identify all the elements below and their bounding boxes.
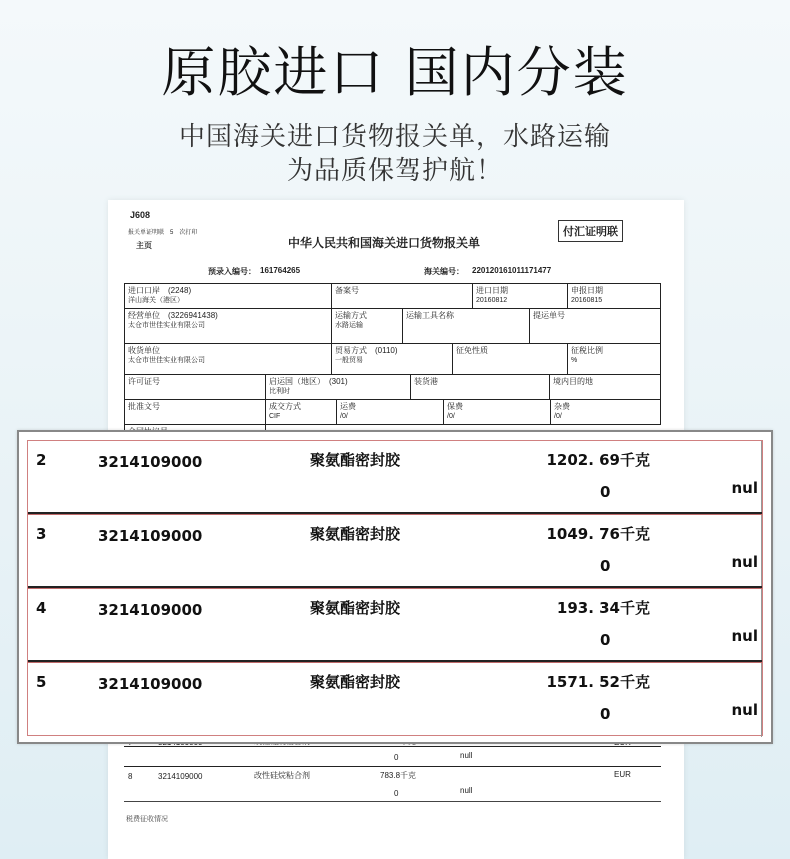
zoom-row-name: 聚氨酯密封胶	[310, 451, 401, 469]
zoom-row-qty: 1571. 52千克	[546, 673, 650, 691]
zoom-row-qty: 193. 34千克	[556, 599, 650, 617]
field-transport: 运输方式 水路运输	[331, 308, 403, 344]
field-trade: 贸易方式 (0110) 一般贸易	[331, 343, 453, 375]
field-loading-port: 装货港	[410, 374, 550, 400]
field-exempt: 征免性质	[452, 343, 568, 375]
field-vehicle: 运输工具名称	[402, 308, 530, 344]
item-8-qty: 783.8千克	[380, 771, 417, 780]
customs-number: 220120161011171477	[472, 266, 552, 275]
field-license: 许可证号	[124, 374, 266, 400]
zoom-row	[28, 515, 762, 589]
headline: 原胶进口 国内分装	[161, 41, 629, 104]
preentry-number: 161764265	[260, 266, 301, 275]
zoom-row-code: 3214109000	[98, 527, 203, 545]
zoom-row-zero: 0	[600, 705, 611, 723]
preentry-label: 预录入编号：	[208, 267, 256, 276]
zoom-row-name: 聚氨酯密封胶	[310, 599, 401, 617]
field-record: 备案号	[331, 283, 473, 309]
row-divider	[28, 660, 762, 662]
field-import-port: 进口口岸 (2248) 洋山海关（港区）	[124, 283, 332, 309]
zoom-row-zero: 0	[600, 557, 611, 575]
field-origin: 启运国（地区） (301) 比利时	[265, 374, 411, 400]
zoom-row	[28, 663, 762, 737]
zoom-row-number: 3	[36, 525, 47, 543]
zoom-row-null: nul	[731, 553, 758, 571]
field-consignee: 收货单位 太仓市世佳实业有限公司	[124, 343, 332, 375]
zoom-row-code: 3214109000	[98, 675, 203, 693]
field-import-date: 进口日期 20160812	[472, 283, 568, 309]
row-edge	[761, 589, 762, 662]
field-insurance: 保费 /0/	[443, 399, 551, 425]
item-8-currency: EUR	[614, 770, 631, 779]
document-code: J608	[130, 210, 151, 220]
zoom-row-number: 2	[36, 451, 47, 469]
row-divider	[124, 766, 661, 767]
item-8-code: 3214109000	[158, 772, 203, 781]
zoom-row-null: nul	[731, 627, 758, 645]
zoomed-items-panel	[17, 430, 773, 744]
zoomed-items-frame	[27, 440, 763, 736]
customs-label: 海关编号：	[424, 267, 464, 276]
field-terms: 成交方式 CIF	[265, 399, 337, 425]
zoom-row-zero: 0	[600, 631, 611, 649]
subtitle-line-2: 为品质保驾护航！	[286, 156, 503, 186]
item-8-name: 改性硅烷粘合剂	[254, 771, 310, 780]
zoom-row-name: 聚氨酯密封胶	[310, 525, 401, 543]
zoom-row-null: nul	[731, 701, 758, 719]
tax-collection-note: 税费征收情况	[126, 816, 168, 823]
field-destination: 境内目的地	[549, 374, 661, 400]
field-declare-date: 申报日期 20160815	[567, 283, 661, 309]
item-8-number: 8	[128, 772, 133, 781]
document-title: 中华人民共和国海关进口货物报关单	[288, 236, 481, 250]
field-approval: 批准文号	[124, 399, 266, 425]
zoom-row-qty: 1049. 76千克	[546, 525, 650, 543]
item-8-zero: 0	[394, 789, 399, 798]
certificate-stamp: 付汇证明联	[558, 220, 623, 242]
document-home: 主页	[136, 241, 152, 250]
zoom-row	[28, 589, 762, 663]
field-misc: 杂费 /0/	[550, 399, 661, 425]
zoom-row	[28, 441, 762, 515]
zoom-row-name: 聚氨酯密封胶	[310, 673, 401, 691]
subtitle-line-1: 中国海关进口货物报关单，水路运输	[178, 122, 611, 152]
zoom-row-zero: 0	[600, 483, 611, 501]
zoom-row-code: 3214109000	[98, 453, 203, 471]
row-edge	[761, 441, 762, 514]
field-operator: 经营单位 (3226941438) 太仓市世佳实业有限公司	[124, 308, 332, 344]
item-7-zero: 0	[394, 753, 399, 762]
zoom-row-qty: 1202. 69千克	[546, 451, 650, 469]
zoom-row-null: nul	[731, 479, 758, 497]
field-freight: 运费 /0/	[336, 399, 444, 425]
row-edge	[761, 663, 762, 737]
document-print-note: 报关单证明联 5 次打印	[128, 230, 198, 236]
row-divider	[124, 801, 661, 802]
row-divider	[28, 512, 762, 514]
zoom-row-code: 3214109000	[98, 601, 203, 619]
field-bill: 提运单号	[529, 308, 661, 344]
zoom-row-number: 5	[36, 673, 47, 691]
zoom-row-number: 4	[36, 599, 47, 617]
row-edge	[761, 515, 762, 588]
item-7-null: null	[460, 751, 473, 760]
field-tax-ratio: 征税比例 %	[567, 343, 661, 375]
row-divider	[28, 586, 762, 588]
item-8-null: null	[460, 786, 473, 795]
